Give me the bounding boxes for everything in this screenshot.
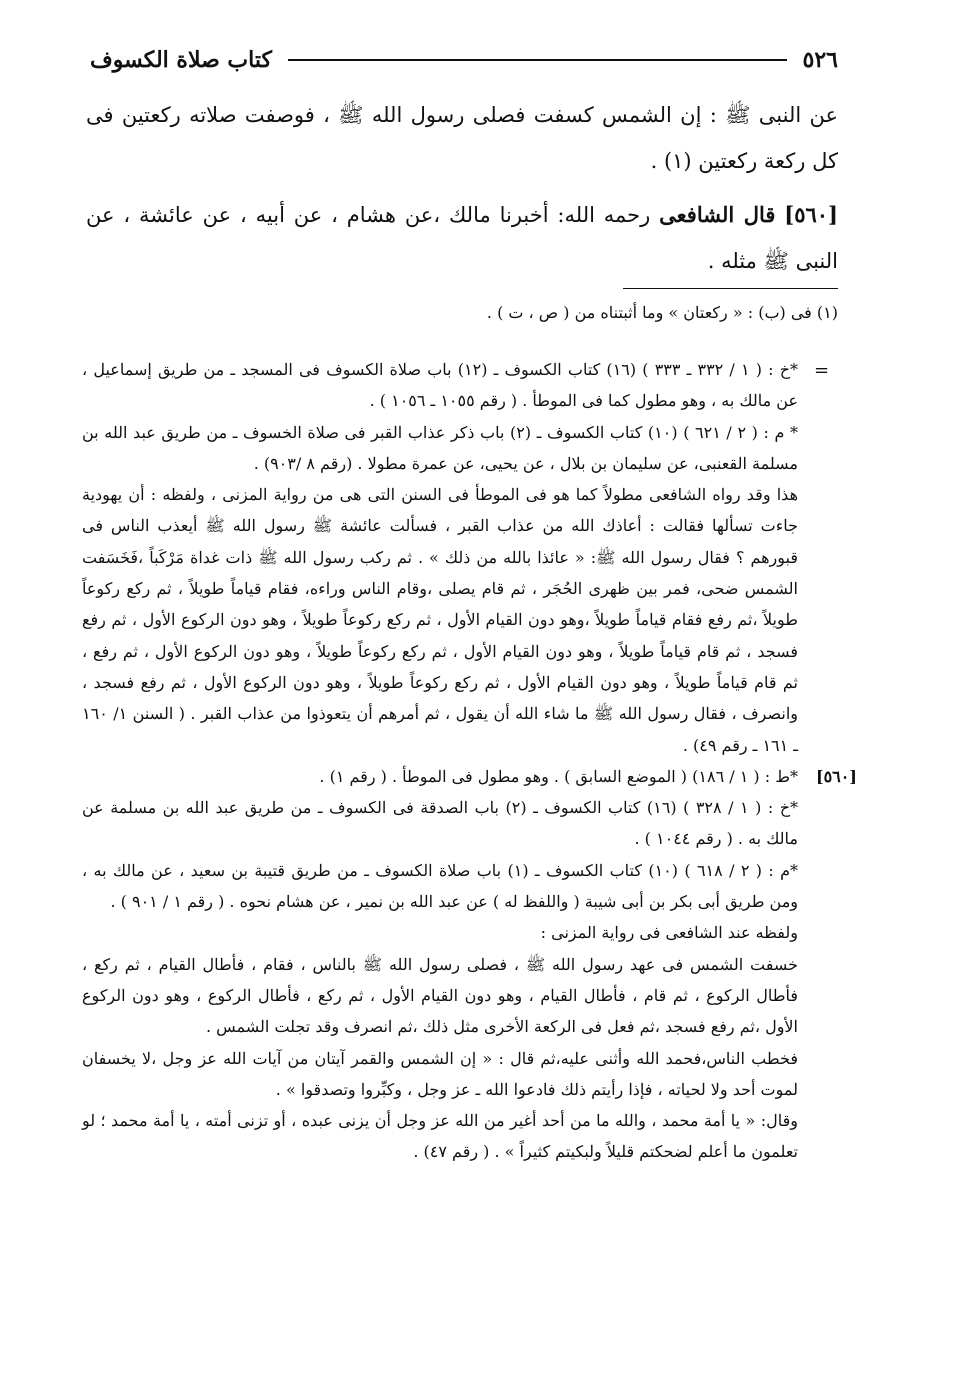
page-header xyxy=(90,42,838,78)
main-text xyxy=(86,92,838,292)
takhrij-notes xyxy=(82,354,857,1168)
note-line-4: *ط : ( ١ / ١٨٦) ( الموضع السابق ) . وهو مطول فى الموطأ . ( رقم ١) . xyxy=(319,766,798,786)
continuation-mark: = xyxy=(814,360,830,381)
hadith-number: [٥٦٠] xyxy=(784,202,838,227)
note-line-10: وقال: « يا أمة محمد ، والله ما من أحد أغير من الله عز وجل أن يزنى عبده ، أو تزنى أمته ، يا أمة محمد ؛ لو تعلمون ما أعلم لضحكتم قليلاً ولبكيتم كثيراً » . ( رقم ٤٧) . xyxy=(82,1111,798,1162)
main-paragraph-1: عن النبى ﷺ : إن الشمس كسفت فصلى رسول الله ﷺ ، فوصفت صلاته ركعتين فى كل ركعة ركعتين (١) . xyxy=(86,103,838,173)
footnote: (١) فى (ب) : « ركعتان » وما أثبتناه من ( ص ، ت ) . xyxy=(486,303,838,322)
note-section-mark: [٥٦٠] xyxy=(816,766,857,786)
header-rule xyxy=(288,59,787,61)
chapter-title: كتاب صلاة الكسوف xyxy=(90,47,272,73)
note-line-5: *خ : ( ١ / ٣٢٨ ) (١٦) كتاب الكسوف ـ (٢) باب الصدقة فى الكسوف ـ من طريق عبد الله بن مسلمة عن مالك به . ( رقم ١٠٤٤ ) . xyxy=(82,798,799,849)
note-line-2: * م : ( ٢ / ٦٢١ ) (١٠) كتاب الكسوف ـ (٢) باب ذكر عذاب القبر فى صلاة الخسوف ـ من طريق عبد الله بن مسلمة القعنبى، عن سليمان بن بلال ، عن يحيى، عن عمرة مطولا . (رقم ٨ /٩٠٣) . xyxy=(82,422,798,473)
note-line-3: هذا وقد رواه الشافعى مطولاً كما هو فى الموطأ فى السنن التى هى من رواية المزنى ، ولفظه : أن يهودية جاءت تسألها فقالت : أعاذك الله من عذاب القبر ، فسألت عائشة ﷺ رسول الله ﷺ أيعذب الناس فى قبورهم ؟ فقال رسول الله ﷺ: « عائذا بالله من ذلك » . ثم ركب رسول الله ﷺ ذات غداة مَرْكَباً ،فَخَسَفت الشمس ضحى، فمر بين ظهرى الحُجَر ، ثم قام يصلى ،وقام الناس وراءه، فقام قياماً طويلاً ، ثم ركع ركوعاً طويلاً ،ثم رفع فقام قياماً طويلاً ،وهو دون القيام الأول ، ثم ركع ركوعاً طويلاً ، وهو دون الركوع الأول ، ثم رفع فسجد ، ثم قام قياماً طويلاً ، وهو دون القيام الأول ، ثم ركع ركوعاً طويلاً ، وهو دون الركوع الأول ، ثم رفع ، ثم قام قياماً طويلاً ، وهو دون القيام الأول ، ثم ركع ركوعاً طويلاً ، وهو دون الركوع الأول ، ثم رفع فسجد ، وانصرف ، فقال رسول الله ﷺ ما شاء الله أن يقول ، ثم أمرهم أن يتعوذوا من عذاب القبر . ( السنن ١/ ١٦٠ ـ ١٦١ ـ رقم ٤٩) . xyxy=(82,485,799,755)
note-line-6: *م : ( ٢ / ٦١٨ ) (١٠) كتاب الكسوف ـ (١) باب صلاة الكسوف ـ من طريق قتيبة بن سعيد ، عن مالك به ، ومن طريق أبى بكر بن أبى شيبة ( واللفظ له ) عن عبد الله بن نمير ، عن هشام نحوه . ( رقم ١ / ٩٠١ ) . xyxy=(82,860,799,912)
note-line-1: *خ : ( ١ / ٣٣٢ ـ ٣٣٣ ) (١٦) كتاب الكسوف ـ (١٢) باب صلاة الكسوف فى المسجد ـ من طريق إسماعيل ، عن مالك به ، وهو مطول كما فى الموطأ . ( رقم ١٠٥٥ ـ ١٠٥٦ ) . xyxy=(82,360,799,411)
note-line-9: فخطب الناس،فحمد الله وأثنى عليه،ثم قال : « إن الشمس والقمر آيتان من آيات الله عز وجل ،لا يخسفان لموت أحد ولا لحياته ، فإذا رأيتم ذلك فادعوا الله ـ عز وجل ، وكبِّروا وتصدقوا » . xyxy=(82,1048,798,1099)
hadith-text: رحمه الله: أخبرنا مالك ،عن هشام ، عن أبيه ، عن عائشة ، عن النبى ﷺ مثله . xyxy=(86,203,838,273)
note-line-8: خسفت الشمس فى عهد رسول الله ﷺ ، فصلى رسول الله ﷺ بالناس ، فقام ، فأطال القيام ، ثم ركع ، فأطال الركوع ، ثم قام ، فأطال القيام ، وهو دون القيام الأول ، ثم ركع ، فأطال الركوع ، وهو دون الركوع الأول ،ثم رفع فسجد ،ثم فعل فى الركعة الأخرى مثل ذلك ،ثم انصرف وقد تجلت الشمس . xyxy=(82,954,799,1037)
page-number: ٥٢٦ xyxy=(802,47,838,73)
note-section-560 xyxy=(82,761,857,792)
hadith-lead: قال الشافعى xyxy=(659,202,776,227)
main-paragraph-2 xyxy=(86,192,838,284)
footnote-rule xyxy=(623,288,838,289)
note-line-7: ولفظه عند الشافعى فى رواية المزنى : xyxy=(540,923,798,943)
